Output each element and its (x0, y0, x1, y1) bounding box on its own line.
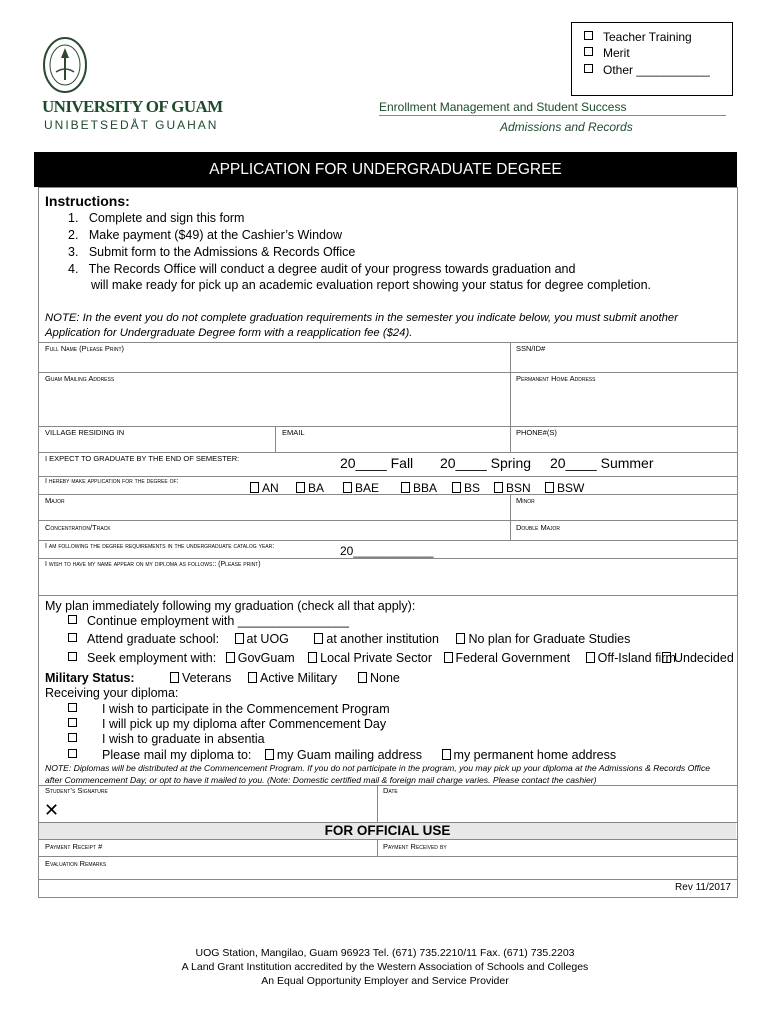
graduate-semester-label: I EXPECT TO GRADUATE BY THE END OF SEMESTER: (45, 454, 240, 463)
seek-employment-checkbox[interactable] (68, 652, 77, 661)
ssn-label: SSN/ID# (516, 344, 546, 353)
revision-label: Rev 11/2017 (675, 882, 731, 893)
military-none-label: None (370, 671, 400, 685)
phone-label: PHONE#(S) (516, 428, 557, 437)
instruction-4: 4. The Records Office will conduct a degree audit of your progress towards graduation and (68, 262, 576, 276)
catalog-year-input[interactable]: 20____________ (340, 544, 434, 558)
university-native-name: UNIBETSEDÅT GUAHAN (44, 118, 219, 132)
home-address-label: my permanent home address (453, 748, 617, 762)
major-label: Major (45, 496, 65, 505)
full-name-input[interactable] (39, 353, 509, 371)
degree-bsw-checkbox[interactable] (545, 481, 584, 495)
degree-bsn-checkbox[interactable] (494, 481, 531, 495)
major-input[interactable] (39, 505, 509, 519)
instruction-2: 2. Make payment ($49) at the Cashier’s Window (68, 228, 342, 242)
instructions-note-1: NOTE: In the event you do not complete graduation requirements in the semester you indicate below, you must submit another (45, 312, 678, 324)
footer-accreditation: A Land Grant Institution accredited by the Western Association of Schools and Colleges (181, 961, 589, 973)
military-veterans-label: Veterans (182, 671, 232, 685)
mail-diploma-checkbox[interactable] (68, 749, 77, 758)
payment-receipt-label: Payment Receipt # (45, 842, 103, 851)
degree-bba-label: BBA (413, 481, 438, 495)
mailing-address-input[interactable] (39, 384, 509, 424)
email-label: EMAIL (282, 428, 305, 437)
attend-graduate-label: Attend graduate school: (87, 632, 220, 646)
official-use-title: FOR OFFICIAL USE (324, 823, 451, 838)
village-input[interactable] (39, 437, 274, 451)
diploma-note-2: after Commencement Day, or opt to have it mailed to you. (Note: Domestic certified mail & foreign mail charge varies. Please contact the cashier) (45, 775, 597, 785)
ssn-input[interactable] (511, 353, 735, 371)
other-label: Other ___________ (603, 63, 710, 77)
pickup-label: I will pick up my diploma after Commencement Day (102, 717, 387, 731)
payment-received-label: Payment Received by (383, 842, 447, 851)
degree-application-label: I hereby make application for the degree of: (45, 478, 179, 485)
minor-label: Minor (516, 496, 535, 505)
evaluation-remarks-label: Evaluation Remarks (45, 859, 107, 868)
seek-employment-label: Seek employment with: (87, 651, 217, 665)
phone-input[interactable] (511, 437, 735, 451)
continue-employment-label: Continue employment with ________________ (87, 614, 349, 628)
instructions-heading: Instructions: (45, 193, 130, 209)
absentia-checkbox[interactable] (68, 732, 265, 746)
permanent-address-label: Permanent Home Address (516, 374, 596, 383)
university-seal-icon (42, 36, 88, 94)
degree-an-label: AN (262, 481, 279, 495)
teacher-training-checkbox[interactable] (584, 30, 692, 44)
at-uog-checkbox[interactable] (235, 633, 244, 644)
degree-bae-label: BAE (355, 481, 380, 495)
catalog-year-label: I am following the degree requirements in the undergraduate catalog year: (45, 543, 275, 550)
seek-employment-row (68, 651, 676, 665)
no-plan-label: No plan for Graduate Studies (468, 632, 631, 646)
email-input[interactable] (276, 437, 509, 451)
semester-fall[interactable]: 20____ Fall (340, 455, 414, 471)
govguam-label: GovGuam (237, 651, 295, 665)
federal-government-checkbox[interactable] (444, 652, 453, 663)
student-signature-label: Student’s Signature (45, 786, 108, 795)
private-sector-label: Local Private Sector (320, 651, 433, 665)
instruction-3: 3. Submit form to the Admissions & Records Office (68, 245, 356, 259)
date-input[interactable] (378, 796, 734, 821)
date-label: Date (383, 786, 398, 795)
semester-summer[interactable]: 20____ Summer (550, 455, 654, 471)
attend-graduate-checkbox[interactable] (68, 633, 77, 642)
no-plan-checkbox[interactable] (456, 633, 465, 644)
commencement-checkbox[interactable] (68, 702, 390, 716)
diploma-name-input[interactable] (39, 572, 735, 594)
footer-address: UOG Station, Mangilao, Guam 96923 Tel. (671) 735.2210/11 Fax. (671) 735.2203 (195, 947, 575, 959)
military-veterans-checkbox[interactable] (170, 671, 231, 685)
another-institution-checkbox[interactable] (314, 633, 323, 644)
guam-address-label: my Guam mailing address (276, 748, 423, 762)
private-sector-checkbox[interactable] (308, 652, 317, 663)
mailing-address-label: Guam Mailing Address (45, 374, 115, 383)
diploma-note-1: NOTE: Diplomas will be distributed at the Commencement Program. If you do not participate in the program, you may pick up your diploma at the Admissions & Records Office (45, 763, 711, 773)
department-name: Enrollment Management and Student Success (379, 100, 627, 114)
military-none-checkbox[interactable] (358, 671, 400, 685)
instruction-1: 1. Complete and sign this form (68, 211, 245, 225)
absentia-label: I wish to graduate in absentia (102, 732, 265, 746)
full-name-label: Full Name (Please Print) (45, 344, 125, 353)
teacher-training-label: Teacher Training (603, 30, 692, 44)
another-institution-label: at another institution (326, 632, 439, 646)
student-signature-input[interactable] (64, 797, 376, 821)
off-island-checkbox[interactable] (586, 652, 595, 663)
federal-government-label: Federal Government (455, 651, 571, 665)
village-label: VILLAGE RESIDING IN (45, 428, 125, 437)
commencement-label: I wish to participate in the Commencement Program (102, 702, 390, 716)
other-checkbox[interactable] (584, 63, 710, 77)
military-active-label: Active Military (260, 671, 338, 685)
permanent-address-input[interactable] (511, 384, 735, 424)
undecided-label: Undecided (674, 651, 734, 665)
degree-ba-label: BA (308, 481, 325, 495)
university-name: UNIVERSITY OF GUAM (42, 97, 223, 116)
guam-address-checkbox[interactable] (265, 749, 274, 760)
degree-bsn-label: BSN (506, 481, 531, 495)
degree-bsw-label: BSW (557, 481, 585, 495)
attend-graduate-school-row (68, 632, 630, 646)
concentration-label: Concentration/Track (45, 523, 111, 532)
instructions-note-2: Application for Undergraduate Degree form with a reapplication fee ($24). (45, 327, 413, 339)
continue-employment-checkbox[interactable] (68, 614, 349, 628)
degree-bs-label: BS (464, 481, 481, 495)
mail-diploma-label: Please mail my diploma to: (102, 748, 252, 762)
merit-label: Merit (603, 46, 630, 60)
degree-an-checkbox[interactable] (250, 481, 279, 495)
degree-bba-checkbox[interactable] (401, 481, 437, 495)
instruction-4-cont: will make ready for pick up an academic evaluation report showing your status for degree completion. (91, 278, 652, 292)
form-title: APPLICATION FOR UNDERGRADUATE DEGREE (209, 161, 562, 178)
degree-bae-checkbox[interactable] (343, 481, 379, 495)
office-name: Admissions and Records (500, 120, 633, 134)
merit-checkbox[interactable] (584, 46, 630, 60)
military-active-checkbox[interactable] (248, 671, 337, 685)
semester-spring[interactable]: 20____ Spring (440, 455, 532, 471)
mail-diploma-row (68, 748, 616, 762)
plan-heading: My plan immediately following my graduation (check all that apply): (45, 599, 416, 613)
footer-equal-opportunity: An Equal Opportunity Employer and Service Provider (261, 975, 509, 987)
minor-input[interactable] (511, 505, 735, 519)
signature-mark-icon: ✕ (44, 800, 60, 820)
degree-bs-checkbox[interactable] (452, 481, 480, 495)
undecided-checkbox[interactable] (662, 651, 734, 665)
diploma-heading: Receiving your diploma: (45, 686, 179, 700)
home-address-checkbox[interactable] (442, 749, 451, 760)
at-uog-label: at UOG (246, 632, 289, 646)
off-island-label: Off-Island firm (597, 651, 676, 665)
diploma-name-label: I wish to have my name appear on my diploma as follows:: (Please print) (45, 561, 261, 568)
degree-ba-checkbox[interactable] (296, 481, 324, 495)
govguam-checkbox[interactable] (226, 652, 235, 663)
military-status-label: Military Status: (45, 671, 135, 685)
double-major-label: Double Major (516, 523, 561, 532)
pickup-checkbox[interactable] (68, 717, 386, 731)
